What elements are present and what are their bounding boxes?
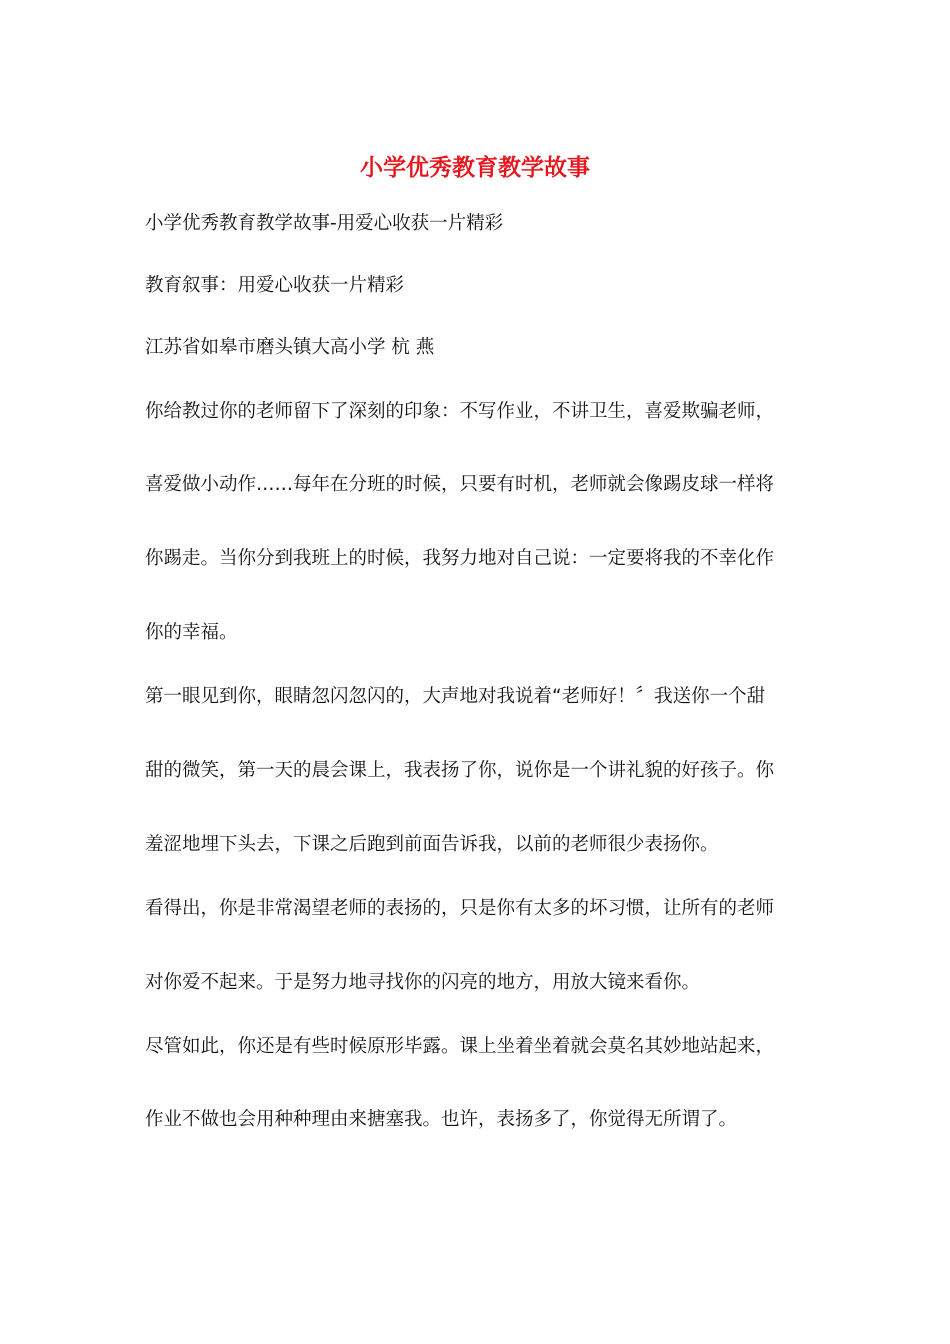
paragraph-line: 你的幸福。 [145,622,238,643]
document-title: 小学优秀教育教学故事 [360,154,590,181]
narrative-heading-line: 教育叙事：用爱心收获一片精彩 [145,275,405,296]
author-line: 江苏省如皋市磨头镇大高小学 杭 燕 [145,337,435,358]
paragraph-line: 第一眼见到你，眼睛忽闪忽闪的，大声地对我说着“老师好！〞我送你一个甜 [145,686,766,707]
paragraph-line: 羞涩地埋下头去，下课之后跑到前面告诉我，以前的老师很少表扬你。 [145,834,719,855]
paragraph-line: 对你爱不起来。于是努力地寻找你的闪亮的地方，用放大镜来看你。 [145,972,701,993]
paragraph-line: 尽管如此，你还是有些时候原形毕露。课上坐着坐着就会莫名其妙地站起来， [145,1036,775,1057]
paragraph-line: 喜爱做小动作……每年在分班的时候，只要有时机，老师就会像踢皮球一样将 [145,474,775,495]
paragraph-line: 你踢走。当你分到我班上的时候，我努力地对自己说：一定要将我的不幸化作 [145,548,775,569]
paragraph-line: 看得出，你是非常渴望老师的表扬的，只是你有太多的坏习惯，让所有的老师 [145,898,775,919]
paragraph-line: 作业不做也会用种种理由来搪塞我。也许，表扬多了，你觉得无所谓了。 [145,1109,738,1130]
paragraph-line: 甜的微笑，第一天的晨会课上，我表扬了你，说你是一个讲礼貌的好孩子。你 [145,760,775,781]
paragraph-line: 你给教过你的老师留下了深刻的印象：不写作业，不讲卫生，喜爱欺骗老师， [145,401,775,422]
subtitle-line: 小学优秀教育教学故事-用爱心收获一片精彩 [145,213,504,234]
